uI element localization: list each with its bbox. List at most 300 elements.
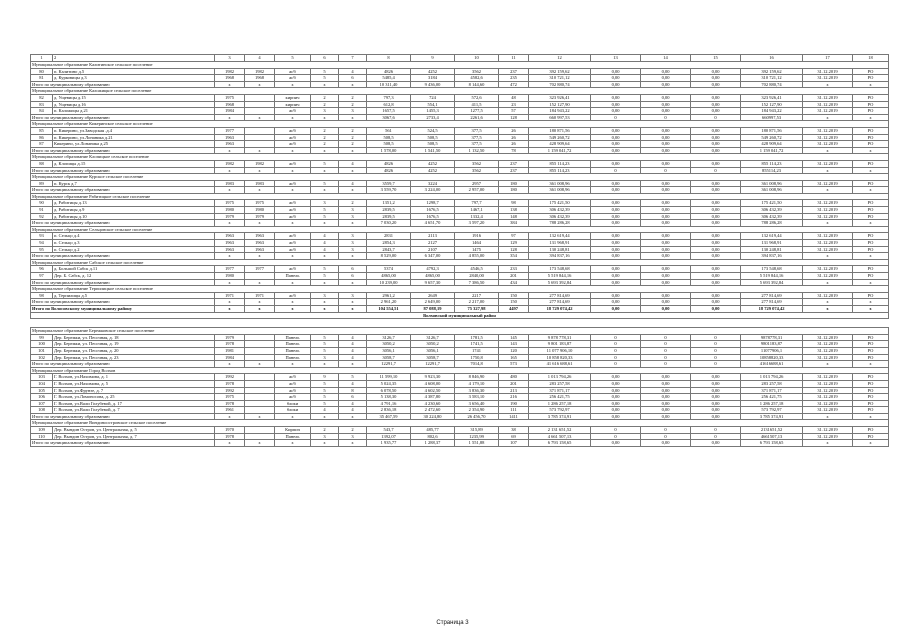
table-cell: 9 923,30 [411, 374, 455, 381]
table-cell: д. Ущевицы д.16 [53, 101, 215, 108]
table-cell: 3 597,20 [455, 220, 499, 227]
table-cell: 0,00 [591, 147, 641, 154]
table-cell: 89 [31, 180, 53, 187]
table-cell: 201 [499, 273, 529, 280]
table-cell: 277 814,69 [741, 299, 803, 306]
table-cell: 3050,2 [411, 341, 455, 348]
column-number: 18 [853, 55, 889, 62]
table-cell: 9 878 778,31 [529, 334, 591, 341]
table-cell: ж/б [275, 387, 311, 394]
table-cell: 283 257,58 [741, 380, 803, 387]
table-cell: 4 855,00 [455, 253, 499, 260]
table-cell: 87 [31, 141, 53, 148]
table-cell: 797,7 [455, 200, 499, 207]
table-cell: 1657,5 [367, 108, 411, 115]
table-cell: 31.12.2019 [803, 180, 853, 187]
table-cell: х [339, 413, 367, 420]
table-cell: 3 656,40 [455, 400, 499, 407]
table-cell: 0,00 [641, 305, 691, 312]
table-cell: 10858820,33 [741, 354, 803, 361]
table-cell [245, 374, 275, 381]
table-cell: х [275, 81, 311, 88]
subtotal-row [31, 299, 889, 306]
table-cell: 26 456,70 [455, 413, 499, 420]
table-row [31, 273, 889, 280]
table-cell: х [853, 167, 889, 174]
table-cell: 508,5 [367, 141, 411, 148]
table-cell [245, 127, 275, 134]
table-cell: 855 114,23 [529, 167, 591, 174]
table-cell: 3056,1 [367, 347, 411, 354]
table-cell: 0,00 [641, 292, 691, 299]
table-cell: 1 286 257,18 [741, 400, 803, 407]
table-cell: 1 578,00 [367, 147, 411, 154]
table-cell: 78 [499, 147, 529, 154]
table-cell: 132 619,44 [529, 233, 591, 240]
table-cell: 0,00 [641, 440, 691, 447]
table-cell: 256 421,75 [529, 394, 591, 401]
table-cell: ж/б [275, 246, 311, 253]
table-cell: х [245, 361, 275, 368]
table-cell: х [339, 440, 367, 447]
table-cell: РО [853, 433, 889, 440]
section-title: Муниципальное образование Калитинское сельское поселение [31, 62, 889, 69]
column-number: 7 [339, 55, 367, 62]
table-cell: 6 347,00 [411, 253, 455, 260]
table-cell: 0,00 [641, 134, 691, 141]
table-cell: х [311, 279, 339, 286]
table-row [31, 400, 889, 407]
table-cell: 5 519 844,16 [741, 273, 803, 280]
table-cell: х [311, 440, 339, 447]
table-cell: 31.12.2019 [803, 273, 853, 280]
table-cell: Панель [275, 354, 311, 361]
table-cell: 1277,5 [455, 108, 499, 115]
table-cell: 1982 [215, 68, 245, 75]
table-cell: 2 [311, 141, 339, 148]
page-footer: Страница 3 [436, 620, 469, 626]
subtotal-row [31, 413, 889, 420]
table-cell: 0,00 [691, 413, 741, 420]
table-cell: х [853, 440, 889, 447]
table-cell: 0,00 [641, 407, 691, 414]
table-cell: 0,00 [591, 233, 641, 240]
subtotal-row [31, 147, 889, 154]
table-cell: 361 008,96 [529, 187, 591, 194]
column-number: 14 [641, 55, 691, 62]
table-cell: 0 [591, 341, 641, 348]
table-row [31, 180, 889, 187]
table-cell: 4826 [367, 160, 411, 167]
table-cell: ж/б [275, 374, 311, 381]
table-cell: 3126,7 [367, 334, 411, 341]
table-cell: 128 [499, 114, 529, 121]
table-cell: 0,00 [591, 413, 641, 420]
table-cell: 150 [499, 299, 529, 306]
table-cell: 88 [31, 160, 53, 167]
table-cell: п. Калитино д.5 [53, 68, 215, 75]
table-cell: 10 239,00 [367, 279, 411, 286]
column-number: 12 [529, 55, 591, 62]
table-cell: 0,00 [641, 75, 691, 82]
table-cell: 0,00 [641, 400, 691, 407]
table-cell: 0,00 [641, 147, 691, 154]
table-cell: 173 548,68 [741, 266, 803, 273]
table-cell: х [215, 440, 245, 447]
table-cell: 30 224,80 [411, 413, 455, 420]
table-cell [245, 141, 275, 148]
table-cell: 0 [591, 114, 641, 121]
table-cell: 508,5 [367, 134, 411, 141]
table-cell: 0 [641, 361, 691, 368]
table-row [31, 347, 889, 354]
table-row [31, 94, 889, 101]
table-cell: х [853, 220, 889, 227]
table-cell: 323 926,41 [529, 94, 591, 101]
table-cell: х [275, 147, 311, 154]
table-cell: 0 [691, 433, 741, 440]
table-cell: 480 [499, 374, 529, 381]
table-cell: х [311, 187, 339, 194]
table-cell: 148 [499, 213, 529, 220]
table-cell: Панель [275, 334, 311, 341]
table-cell: РО [853, 94, 889, 101]
table-cell: ж/б [275, 108, 311, 115]
table-cell: х [311, 253, 339, 260]
table-cell: 0,00 [591, 374, 641, 381]
table-cell: 104 [31, 380, 53, 387]
table-cell: 2 [311, 94, 339, 101]
table-cell [245, 341, 275, 348]
table-cell: 237 [499, 167, 529, 174]
table-cell: х [215, 279, 245, 286]
table-cell: 371 871,17 [741, 387, 803, 394]
table-cell: 0,00 [691, 246, 741, 253]
subtotal-row [31, 187, 889, 194]
table-cell: х [215, 305, 245, 312]
table-cell: 3559,7 [367, 180, 411, 187]
table-cell: х [245, 147, 275, 154]
table-cell: 1992 [215, 387, 245, 394]
table-cell: 0,00 [641, 279, 691, 286]
table-cell: п. Кикерино, ул.Лонаника д.21 [53, 134, 215, 141]
table-cell: 1963 [215, 246, 245, 253]
table-cell: 0,00 [591, 220, 641, 227]
table-cell: х [275, 187, 311, 194]
table-cell: 392 159,62 [741, 68, 803, 75]
table-cell [245, 400, 275, 407]
table-cell: 103 [31, 374, 53, 381]
table-cell: 306 432,39 [529, 213, 591, 220]
table-cell: 3 [339, 233, 367, 240]
table-cell: 1392,07 [367, 433, 411, 440]
table-cell: 5 [311, 266, 339, 273]
table-cell: 5374 [367, 266, 411, 273]
table-cell: х [803, 305, 853, 312]
table-cell: х [803, 81, 853, 88]
table-cell: п. Сельцо д.3 [53, 240, 215, 247]
section-header-row [31, 367, 889, 374]
table-cell: 1978 [215, 380, 245, 387]
table-cell: 31.12.2019 [803, 354, 853, 361]
table-cell: 0,00 [591, 160, 641, 167]
table-cell: 392 159,62 [529, 68, 591, 75]
table-cell: 31.12.2019 [803, 160, 853, 167]
table-row [31, 75, 889, 82]
table-cell: 6 [339, 273, 367, 280]
table-cell: Панель [275, 273, 311, 280]
table-cell: 0,00 [691, 400, 741, 407]
table-cell: х [853, 413, 889, 420]
table-cell: 81 [31, 75, 53, 82]
table-cell: 612,8 [367, 101, 411, 108]
table-cell: 216 [499, 394, 529, 401]
table-cell: 0,00 [691, 147, 741, 154]
table-cell: РО [853, 347, 889, 354]
table-cell: 93 [31, 233, 53, 240]
section-header-row [31, 193, 889, 200]
table-row [31, 233, 889, 240]
table-cell: 4497 [499, 305, 529, 312]
table-row [31, 380, 889, 387]
table-cell: РО [853, 380, 889, 387]
table-cell: 1983 [245, 180, 275, 187]
table-cell: 0,00 [691, 299, 741, 306]
table-cell: 0,00 [591, 440, 641, 447]
table-cell: 394 837,16 [529, 253, 591, 260]
table-cell: 38 [499, 427, 529, 434]
table-cell: 2 [311, 134, 339, 141]
table-cell: Дер. Б. Сабск, д. 12 [53, 273, 215, 280]
table-cell: 0,00 [691, 253, 741, 260]
section-title: Муниципальное образование Бережковское сельское поселение [31, 328, 889, 335]
table-cell: 472 [499, 81, 529, 88]
table-cell: 2 [339, 200, 367, 207]
table-cell: 31.12.2019 [803, 374, 853, 381]
table-cell: 152 127,90 [529, 101, 591, 108]
table-cell: х [275, 167, 311, 174]
table-cell: 1961 [215, 407, 245, 414]
table-cell: 0,00 [591, 180, 641, 187]
table-cell: 8 846,90 [455, 374, 499, 381]
table-cell: 0,00 [591, 240, 641, 247]
table-cell: 855 114,23 [741, 160, 803, 167]
table-cell: 310 721,12 [529, 75, 591, 82]
table-cell: ж/б [275, 134, 311, 141]
table-cell: РО [853, 273, 889, 280]
table-row [31, 374, 889, 381]
table-cell: Г. Волхов, ул.Нахимова, д. 5 [53, 380, 215, 387]
table-cell: ж/б [275, 141, 311, 148]
table-cell: 143 [499, 341, 529, 348]
table-cell: 434 [499, 279, 529, 286]
table-cell: кирпич [275, 101, 311, 108]
table-cell: РО [853, 407, 889, 414]
table-cell: 80 [31, 68, 53, 75]
table-cell: 354 [499, 253, 529, 260]
table-cell: 0,00 [591, 75, 641, 82]
total-label: Итого по муниципальному образованию [31, 299, 215, 306]
table-cell: 0,00 [691, 75, 741, 82]
total-label: Итого по муниципальному образованию [31, 220, 215, 227]
table-cell: 4 387,80 [411, 394, 455, 401]
section-header-row [31, 259, 889, 266]
table-cell: 508,5 [411, 141, 455, 148]
table-cell: Панель [275, 433, 311, 440]
table-cell: х [215, 220, 245, 227]
table-cell: х [215, 167, 245, 174]
table-cell [245, 394, 275, 401]
table-cell: 0,00 [691, 233, 741, 240]
table-cell: х [853, 305, 889, 312]
column-number: 5 [275, 55, 311, 62]
table-cell: 2131651,52 [741, 427, 803, 434]
table-cell: 31.12.2019 [803, 292, 853, 299]
table-cell: 5 138,30 [367, 394, 411, 401]
table-cell: 129 [499, 240, 529, 247]
column-number: 10 [455, 55, 499, 62]
table-cell: 361 008,96 [529, 180, 591, 187]
table-cell: 3224 [411, 180, 455, 187]
table-cell: 31.12.2019 [803, 347, 853, 354]
table-cell: 0,00 [641, 413, 691, 420]
section-header-row [31, 62, 889, 69]
table-cell: х [339, 167, 367, 174]
table-cell: 1963 [215, 240, 245, 247]
table-cell: х [803, 114, 853, 121]
spacer-cell [31, 319, 889, 328]
table-cell: 5 [311, 207, 339, 214]
table-cell: 0,00 [641, 266, 691, 273]
table-cell: 0,00 [641, 180, 691, 187]
table-cell: 1781,5 [455, 334, 499, 341]
table-cell: 0,00 [591, 246, 641, 253]
table-cell: 4 608,00 [411, 380, 455, 387]
table-cell: х [245, 114, 275, 121]
table-cell: 31.12.2019 [803, 94, 853, 101]
table-cell: 5 [311, 180, 339, 187]
table-cell: 371 871,17 [529, 387, 591, 394]
table-cell: 1978 [215, 433, 245, 440]
subtotal-row [31, 440, 889, 447]
subtotal-row [31, 167, 889, 174]
table-cell: 4826 [367, 167, 411, 174]
table-cell: 0,00 [691, 180, 741, 187]
table-cell: 7 030,20 [367, 220, 411, 227]
table-cell: 0,00 [591, 141, 641, 148]
table-cell: д. Клопицы д.15 [53, 160, 215, 167]
section-header-row [31, 286, 889, 293]
table-row [31, 108, 889, 115]
table-cell: 1982 [215, 160, 245, 167]
section-header-row [31, 174, 889, 181]
table-cell: 2107 [411, 246, 455, 253]
table-cell: 31.12.2019 [803, 207, 853, 214]
section-title: Муниципальное образование Терпилицкое сельское поселение [31, 286, 889, 293]
table-cell: 855114,23 [741, 167, 803, 174]
table-cell: 428 909,64 [741, 141, 803, 148]
table-cell: 797,3 [367, 94, 411, 101]
total-label: Итого по Волосовскому муниципальному району [31, 305, 215, 312]
table-cell: 48 [499, 94, 529, 101]
table-cell: х [311, 220, 339, 227]
table-cell [245, 347, 275, 354]
table-cell: х [339, 253, 367, 260]
table-cell: 31.12.2019 [803, 334, 853, 341]
table-cell: 1298,7 [411, 200, 455, 207]
table-cell: 4 [311, 233, 339, 240]
table-cell: 1750,8 [455, 354, 499, 361]
table-cell: 0,00 [591, 273, 641, 280]
table-cell: 2733,4 [411, 114, 455, 121]
table-cell: РО [853, 200, 889, 207]
table-cell: х [339, 305, 367, 312]
table-row [31, 101, 889, 108]
table-cell: 31.12.2019 [803, 213, 853, 220]
table-row [31, 334, 889, 341]
table-cell: 0 [691, 427, 741, 434]
table-cell: 2 649,00 [411, 299, 455, 306]
table-cell: 4 230,60 [411, 400, 455, 407]
section-title: Муниципальное образование Сельцовское сельское поселение [31, 226, 889, 233]
table-cell: х [853, 253, 889, 260]
table-cell: 1 286 257,18 [529, 400, 591, 407]
table-cell: 3058,7 [411, 354, 455, 361]
table-cell: 1963 [215, 141, 245, 148]
table-cell: 87 088,19 [411, 305, 455, 312]
table-cell: Г. Волхов, ул.Ломоносова, д. 25 [53, 394, 215, 401]
table-cell: 120 [499, 347, 529, 354]
table-cell: Дер. Бережки, ул. Песочная, д. 20 [53, 347, 215, 354]
table-cell: 4661507,13 [741, 433, 803, 440]
table-cell: 5 [311, 75, 339, 82]
table-cell: 152 127,90 [741, 101, 803, 108]
table-cell: ж/б [275, 213, 311, 220]
table-cell: 0 [641, 334, 691, 341]
table-cell: 361 008,96 [741, 187, 803, 194]
table-cell: х [215, 187, 245, 194]
column-number: 13 [591, 55, 641, 62]
table-cell [245, 387, 275, 394]
table-cell: 1980 [215, 207, 245, 214]
table-cell: 1978 [215, 400, 245, 407]
table-cell: 83 [31, 101, 53, 108]
table-cell: 549 260,72 [741, 134, 803, 141]
table-cell: д. Рабитицы д.10 [53, 213, 215, 220]
table-cell: 524,5 [411, 127, 455, 134]
table-cell: 1980 [215, 273, 245, 280]
table-cell: 0,00 [641, 68, 691, 75]
table-cell: 4826 [367, 68, 411, 75]
table-cell: 2961,2 [367, 292, 411, 299]
table-cell: 2839,5 [367, 207, 411, 214]
table-cell: 0,00 [591, 187, 641, 194]
table-cell: 1981 [215, 347, 245, 354]
spacer-row [31, 319, 889, 328]
table-cell: 132 619,44 [741, 233, 803, 240]
table-cell: 0,00 [591, 266, 641, 273]
table-cell: 92 [31, 213, 53, 220]
table-cell: 8 [339, 387, 367, 394]
table-cell: 0 [591, 347, 641, 354]
table-cell: 277 814,69 [529, 292, 591, 299]
table-cell: 0,00 [691, 141, 741, 148]
table-cell: ж/б [275, 68, 311, 75]
table-cell: 5 693 392,84 [529, 279, 591, 286]
table-cell: 1977 [215, 266, 245, 273]
region-title: Волховский муниципальный район [31, 312, 889, 319]
table-cell: 31.12.2019 [803, 75, 853, 82]
